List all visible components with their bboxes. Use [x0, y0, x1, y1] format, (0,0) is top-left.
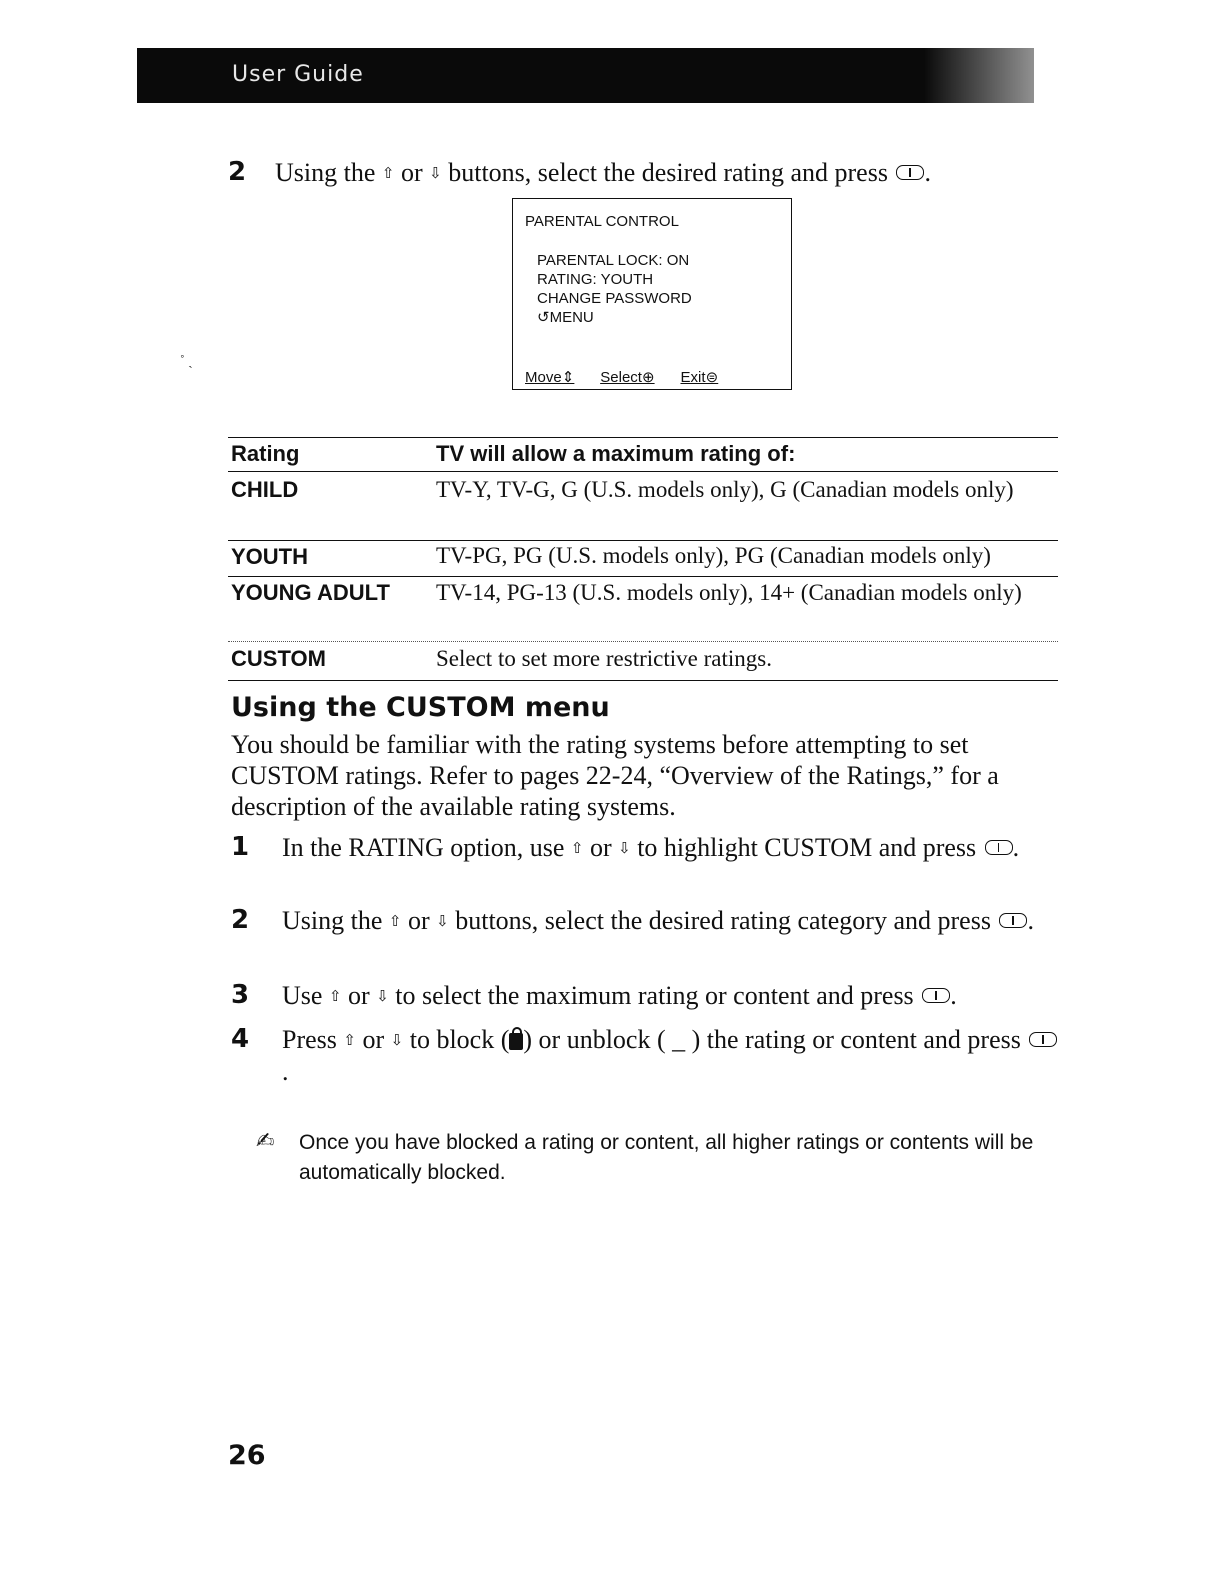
down-arrow-icon: ⇩	[436, 912, 449, 930]
down-arrow-icon: ⇩	[618, 839, 631, 857]
table-rule-header	[228, 471, 1058, 472]
osd-item-change-password: CHANGE PASSWORD	[537, 290, 692, 307]
note-text: Once you have blocked a rating or content, all higher ratings or contents will be automatically blocked.	[299, 1131, 1034, 1184]
step-text	[282, 905, 1042, 937]
note-pencil-icon: ✍	[256, 1129, 275, 1154]
step-number: 4	[231, 1024, 250, 1054]
step-text-end: .	[924, 158, 931, 187]
osd-title: PARENTAL CONTROL	[525, 213, 679, 230]
step-text-part: or	[589, 833, 612, 862]
step-number: 2	[231, 905, 250, 935]
enter-button-icon	[1029, 1032, 1057, 1047]
table-row-rating: YOUNG ADULT	[231, 580, 390, 605]
table-row-allow: TV-Y, TV-G, G (U.S. models only), G (Canadian models only)	[436, 477, 1014, 502]
up-arrow-icon: ⇧	[388, 912, 402, 930]
table-row-allow: TV-14, PG-13 (U.S. models only), 14+ (Canadian models only)	[436, 580, 1022, 605]
down-arrow-icon: ⇩	[429, 164, 442, 182]
step-text-part: or	[407, 906, 430, 935]
table-header-allow: TV will allow a maximum rating of:	[436, 441, 796, 466]
osd-item-rating: RATING: YOUTH	[537, 271, 654, 288]
step-text-end: .	[950, 981, 957, 1010]
enter-button-icon	[896, 165, 924, 180]
down-arrow-icon: ⇩	[390, 1031, 404, 1049]
step-number: 1	[231, 832, 250, 862]
section-intro: You should be familiar with the rating systems before attempting to set CUSTOM ratings. Refer to pages 22-24, “Overview of the Ratings,” for a description of the available rating systems.	[231, 730, 999, 821]
osd-menu-list	[537, 251, 692, 327]
osd-item-menu: ↺MENU	[537, 309, 594, 326]
step-text-part: buttons, select the desired rating category and press	[455, 906, 991, 935]
step-text-part: to highlight CUSTOM and press	[637, 833, 977, 862]
step-text	[282, 1024, 1062, 1088]
step-text-part: Using the	[275, 158, 376, 187]
step-text-part: ) or unblock ( _ ) the rating or content and press	[523, 1025, 1021, 1054]
lock-icon	[509, 1033, 523, 1050]
table-row-rating: YOUTH	[231, 544, 308, 569]
up-arrow-icon: ⇧	[343, 1031, 356, 1049]
table-row-rating: CUSTOM	[231, 646, 326, 671]
step-text-end: .	[282, 1057, 289, 1086]
step-text-part: Using the	[282, 906, 383, 935]
table-row-allow: TV-PG, PG (U.S. models only), PG (Canadian models only)	[436, 543, 991, 568]
header-title: User Guide	[232, 62, 364, 87]
table-rule-top	[228, 437, 1058, 438]
up-arrow-icon: ⇧	[381, 164, 395, 182]
menu-button-icon: ⊜	[705, 369, 719, 386]
table-row-divider	[228, 641, 1058, 642]
osd-footer-move	[525, 368, 574, 386]
osd-footer-select-label: Select	[600, 369, 642, 386]
step-text	[275, 157, 931, 189]
step-text-end: .	[1027, 906, 1034, 935]
up-arrow-icon: ⇧	[328, 987, 342, 1005]
parental-control-osd	[512, 198, 792, 390]
table-rule-bottom	[228, 680, 1058, 681]
osd-footer	[525, 368, 718, 386]
step-text-part: In the RATING option, use	[282, 833, 565, 862]
step-text-part: Use	[282, 981, 323, 1010]
osd-footer-move-label: Move	[525, 369, 562, 386]
table-header-rating: Rating	[231, 441, 300, 466]
step-text-part: or	[348, 981, 370, 1010]
step-text-part: or	[362, 1025, 385, 1054]
osd-item-parental-lock: PARENTAL LOCK: ON	[537, 252, 690, 269]
step-text-part: Press	[282, 1025, 337, 1054]
down-arrow-icon: ⇩	[376, 987, 389, 1005]
step-number: 2	[228, 157, 247, 187]
osd-footer-exit	[681, 368, 719, 386]
header-fade-decoration	[924, 48, 1034, 103]
scan-speck: ˚ ˎ	[180, 354, 193, 369]
step-text-end: .	[1012, 833, 1020, 862]
step-text	[282, 832, 1042, 864]
step-text-part: to select the maximum rating or content and press	[395, 981, 914, 1010]
page-number: 26	[228, 1440, 266, 1471]
step-text	[282, 980, 1052, 1012]
enter-button-icon	[985, 840, 1013, 855]
table-row-allow: Select to set more restrictive ratings.	[436, 646, 772, 671]
enter-button-icon	[922, 988, 950, 1003]
up-arrow-icon: ⇧	[570, 839, 584, 857]
enter-button-icon	[999, 913, 1027, 928]
header-bar	[137, 48, 1034, 103]
step-text-part: to block (	[409, 1025, 510, 1054]
osd-footer-select	[600, 368, 654, 386]
step-text-part: or	[400, 158, 423, 187]
osd-footer-exit-label: Exit	[680, 369, 706, 386]
table-row-rating: CHILD	[231, 477, 299, 502]
step-text-part: buttons, select the desired rating and press	[448, 158, 888, 187]
move-arrows-icon: ⇕	[561, 369, 575, 386]
step-number: 3	[231, 980, 250, 1010]
select-button-icon: ⊕	[641, 369, 655, 386]
section-heading: Using the CUSTOM menu	[231, 692, 610, 723]
